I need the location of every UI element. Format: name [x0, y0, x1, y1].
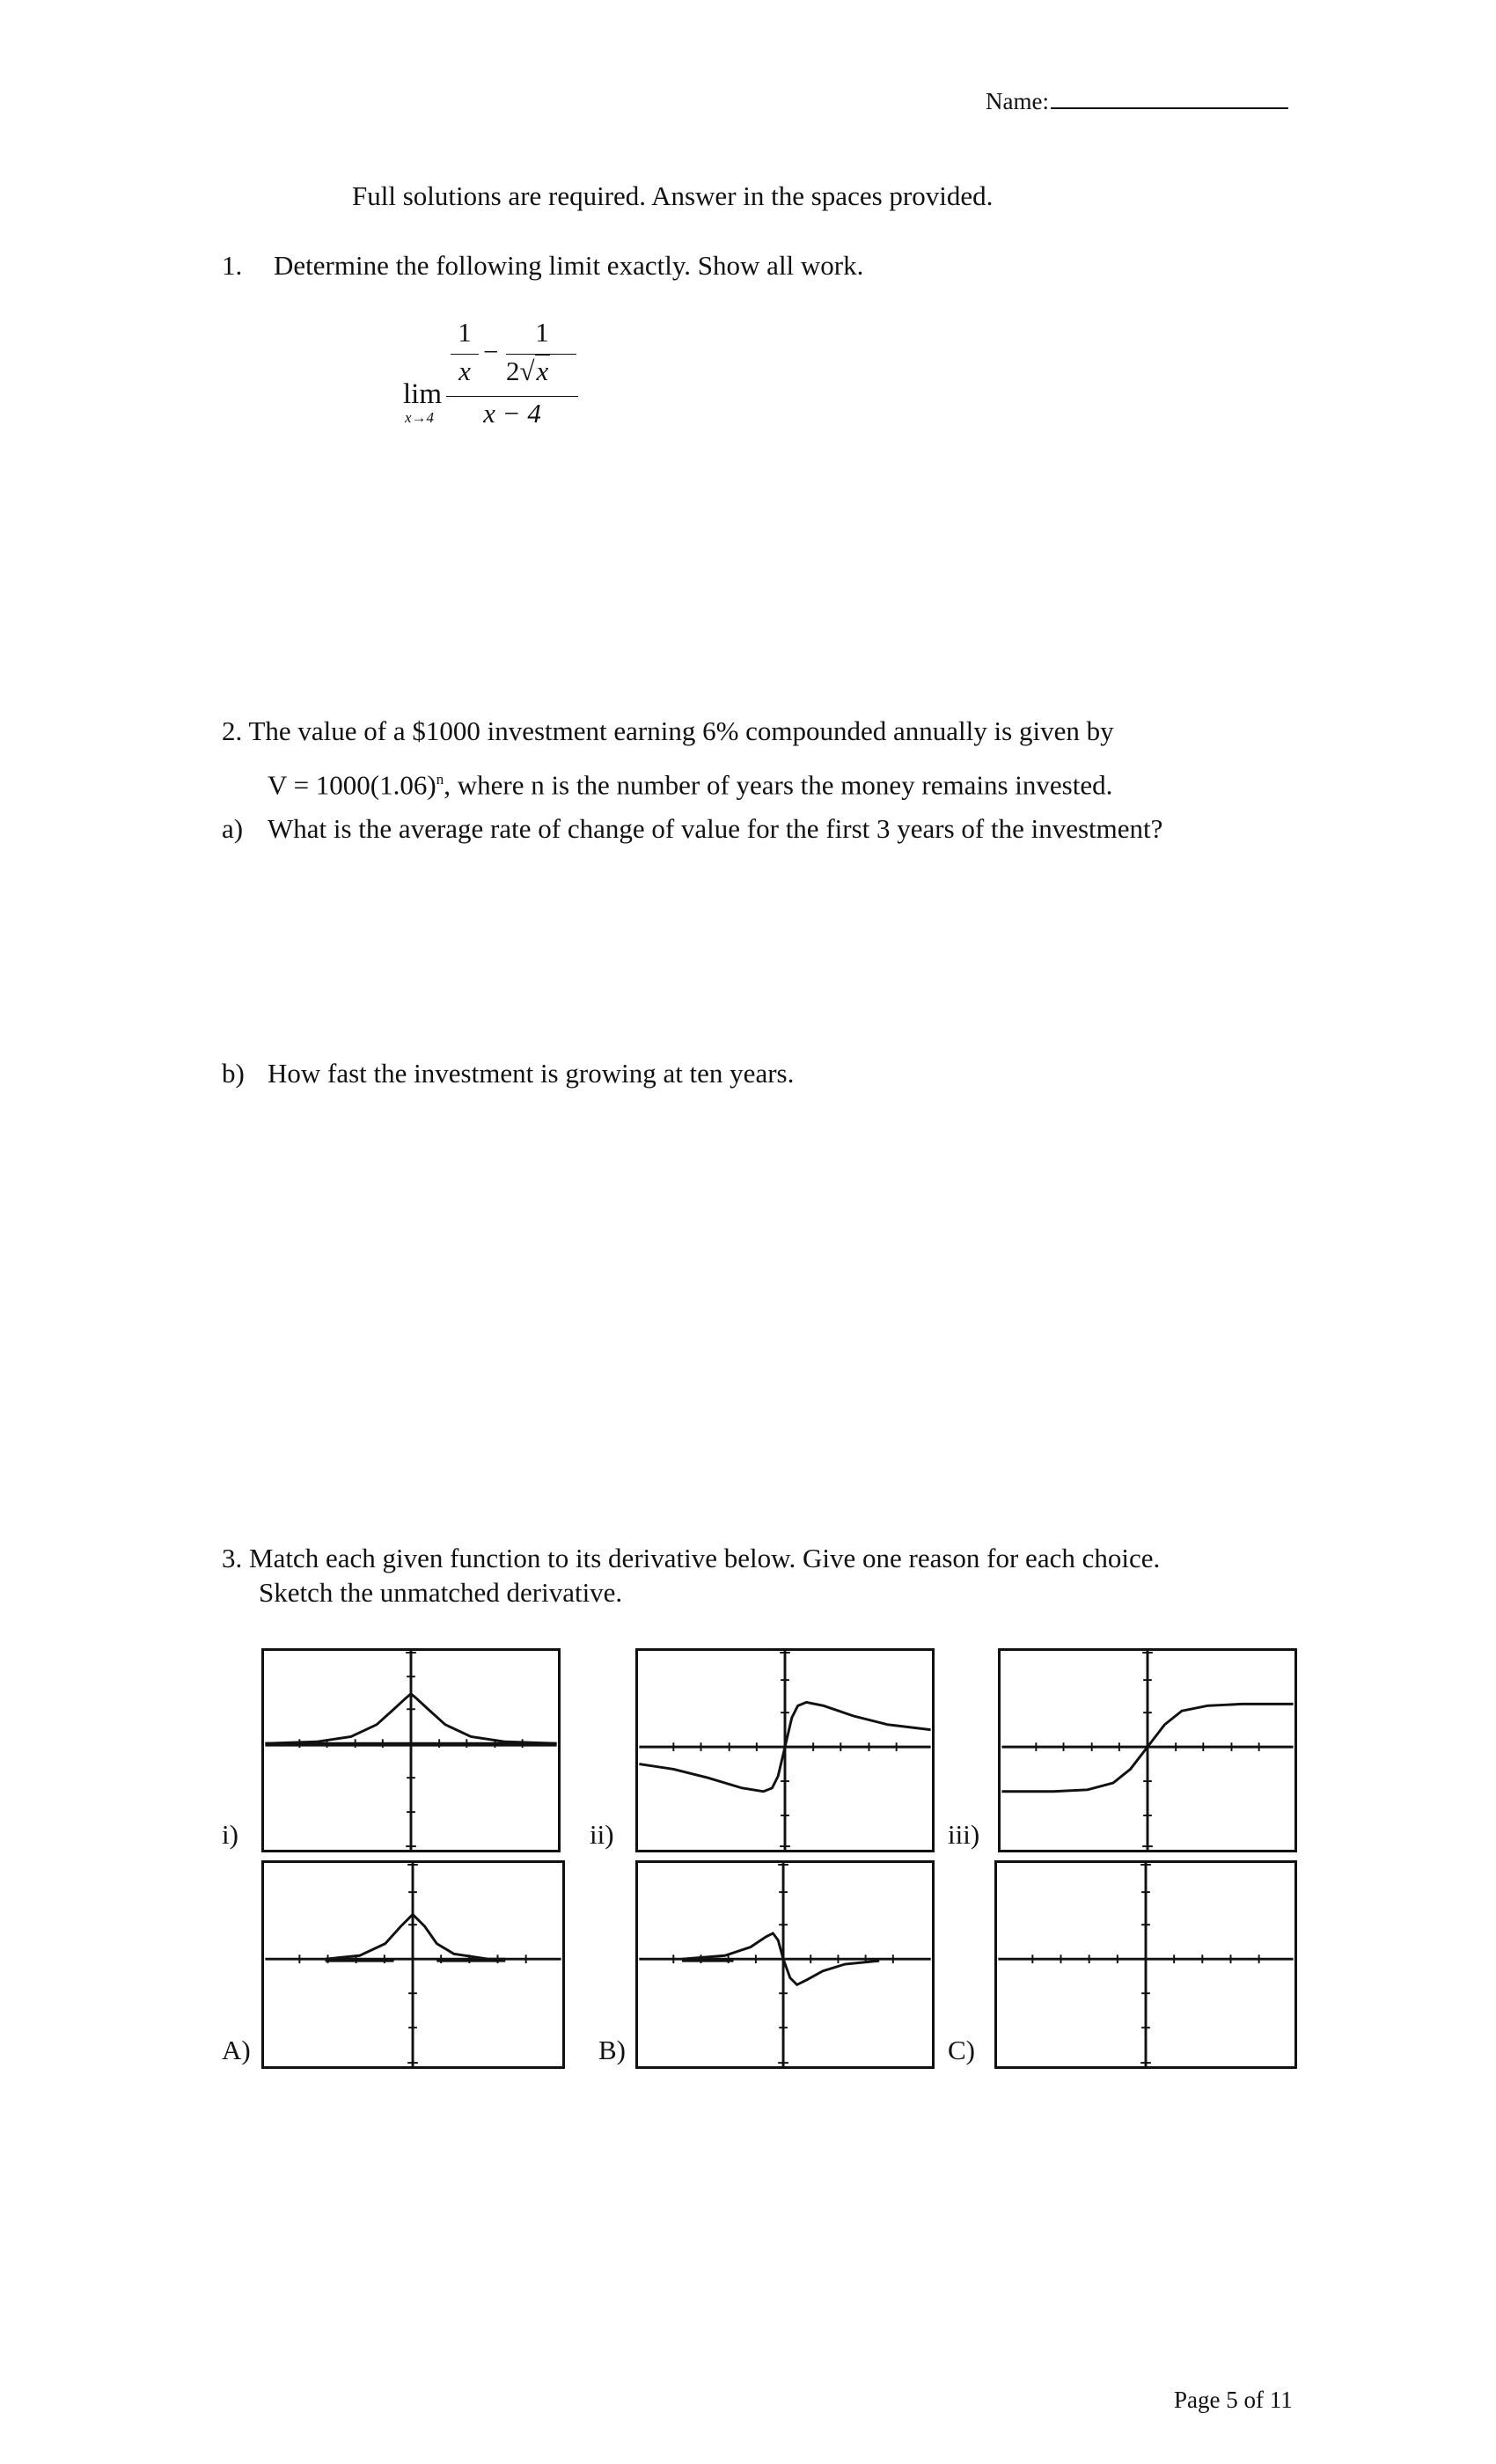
graph-function-i [261, 1648, 561, 1852]
graph-function-iii [998, 1648, 1297, 1852]
frac1-bar [451, 354, 479, 355]
graph-B-svg [638, 1863, 932, 2066]
graph-A-svg [264, 1863, 562, 2066]
label-ii: ii) [590, 1819, 614, 1850]
page-number: Page 5 of 11 [1174, 2387, 1293, 2413]
main-fraction-bar [446, 396, 578, 397]
label-A: A) [222, 2035, 251, 2065]
instructions: Full solutions are required. Answer in the spaces provided. [352, 180, 994, 211]
q2-intro: 2. The value of a $1000 investment earning 6% compounded annually is given by [222, 715, 1114, 746]
limit-expression [400, 317, 576, 440]
graph-ii-svg [638, 1651, 932, 1850]
q1-number: 1. [222, 250, 243, 281]
graph-C-svg [997, 1863, 1294, 2066]
q2b-text: How fast the investment is growing at ten years. [268, 1058, 795, 1089]
q2-formula [268, 762, 1112, 803]
graph-iii-svg [1001, 1651, 1294, 1850]
frac2-numerator: 1 [535, 317, 549, 348]
name-label: Name: [986, 88, 1049, 114]
lim-word: lim [403, 378, 443, 410]
curve-A [326, 1914, 506, 1959]
graph-derivative-C [994, 1860, 1297, 2069]
sqrt-radicand: x [536, 356, 549, 386]
q2a-label: a) [222, 813, 244, 844]
minus-sign: − [483, 336, 499, 367]
name-blank-line [1051, 88, 1288, 109]
graph-i-svg [264, 1651, 558, 1850]
q2a-text: What is the average rate of change of value for the first 3 years of the investment? [268, 813, 1163, 844]
name-field [986, 88, 1288, 115]
sqrt-coefficient: 2 [506, 356, 520, 386]
graph-derivative-A [261, 1860, 565, 2069]
lim-subscript: x→4 [405, 409, 435, 426]
graph-function-ii [635, 1648, 935, 1852]
q2-formula-suffix: , where n is the number of years the money remains invested. [444, 769, 1113, 801]
q2-formula-exponent: n [436, 771, 444, 788]
q2-formula-prefix: V = 1000(1.06) [268, 769, 436, 801]
label-i: i) [222, 1819, 238, 1850]
sqrt-symbol: √ [519, 356, 535, 386]
frac2-denominator [506, 356, 550, 387]
label-iii: iii) [948, 1819, 980, 1850]
label-C: C) [948, 2035, 975, 2065]
frac1-numerator: 1 [458, 317, 472, 348]
main-denominator: x − 4 [483, 398, 541, 429]
label-B: B) [598, 2035, 626, 2065]
graph-derivative-B [635, 1860, 935, 2069]
q3-line1: 3. Match each given function to its derivative below. Give one reason for each choice. [222, 1543, 1161, 1573]
q3-line2: Sketch the unmatched derivative. [259, 1577, 623, 1608]
q2b-label: b) [222, 1058, 245, 1089]
frac1-denominator: x [458, 356, 471, 386]
q1-text: Determine the following limit exactly. Show all work. [274, 250, 864, 281]
